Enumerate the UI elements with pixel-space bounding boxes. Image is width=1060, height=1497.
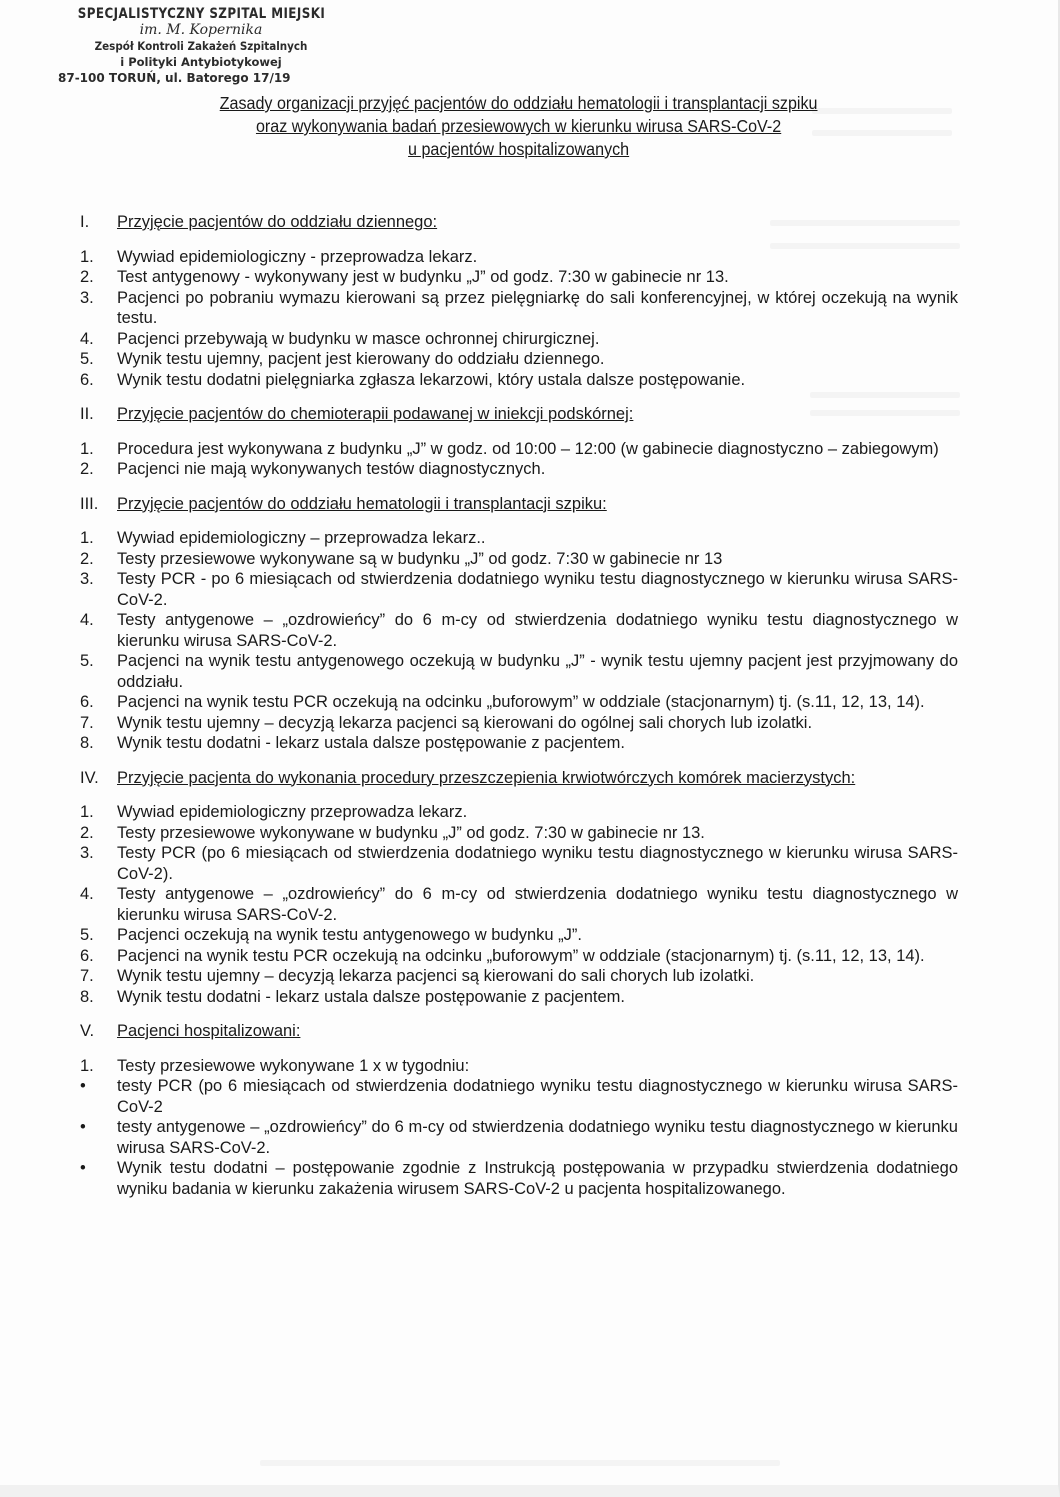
list-item xyxy=(80,692,958,713)
stamp-line: Zespół Kontroli Zakażeń Szpitalnych xyxy=(94,39,308,53)
list-item xyxy=(80,1056,958,1077)
item-text: Pacjenci na wynik testu antygenowego oczekują w budynku „J” - wynik testu ujemny pacjent jest przyjmowany do oddziału. xyxy=(117,652,958,691)
section-number: III. xyxy=(80,494,99,513)
list-item xyxy=(80,884,958,925)
item-text: Procedura jest wykonywana z budynku „J” w godz. od 10:00 – 12:00 (w gabinecie diagnostyczno – zabiegowym) xyxy=(117,439,939,458)
section-heading xyxy=(80,404,958,425)
section xyxy=(80,768,958,1008)
item-number: 3. xyxy=(80,570,94,588)
item-text: Wynik testu ujemny – decyzją lekarza pacjenci są kierowani do sali chorych lub izolatki. xyxy=(117,967,755,985)
item-number: 8. xyxy=(80,987,94,1006)
item-number: 1. xyxy=(80,1056,94,1075)
item-number: 2. xyxy=(80,460,94,478)
hospital-stamp xyxy=(56,6,346,86)
list-item xyxy=(80,946,958,967)
item-number: 6. xyxy=(80,946,94,965)
item-text: Wywiad epidemiologiczny - przeprowadza lekarz. xyxy=(117,247,478,266)
stamp-line: 87-100 TORUŃ, ul. Batorego 17/19 xyxy=(58,71,291,85)
item-text: testy antygenowe – „ozdrowieńcy” do 6 m-cy od stwierdzenia dodatniego wyniku testu diagnostycznego w kierunku wirusa SARS-CoV-2. xyxy=(117,1118,958,1157)
item-number: 4. xyxy=(80,885,94,903)
list-item xyxy=(80,1117,958,1158)
section-title: Pacjenci hospitalizowani: xyxy=(117,1022,301,1040)
item-text: Testy antygenowe – „ozdrowieńcy” do 6 m-cy od stwierdzenia dodatniego wyniku testu diagnostycznego w kierunku wirusa SARS-CoV-2. xyxy=(117,885,958,924)
section xyxy=(80,212,958,390)
list-item xyxy=(80,987,958,1008)
item-number: 1. xyxy=(80,247,94,266)
section-number: IV. xyxy=(80,768,99,787)
item-number: 2. xyxy=(80,549,94,568)
list-item xyxy=(80,439,958,460)
list-item xyxy=(80,713,958,734)
item-text: Testy przesiewowe wykonywane są w budynku „J” od godz. 7:30 w gabinecie nr 13 xyxy=(117,549,723,568)
list-item xyxy=(80,349,958,370)
section-title: Przyjęcie pacjentów do oddziału dziennego: xyxy=(117,213,438,231)
section xyxy=(80,404,958,480)
item-number: 3. xyxy=(80,844,94,862)
item-number: 1. xyxy=(80,439,94,458)
list-item xyxy=(80,925,958,946)
list-item xyxy=(80,569,958,610)
section-heading xyxy=(80,212,958,233)
title-line: Zasady organizacji przyjęć pacjentów do oddziału hematologii i transplantacji szpiku xyxy=(219,93,818,113)
list-item xyxy=(80,823,958,844)
item-number: 5. xyxy=(80,652,94,670)
item-number: 7. xyxy=(80,713,94,732)
list-item xyxy=(80,651,958,692)
list-item xyxy=(80,843,958,884)
item-number: 2. xyxy=(80,823,94,842)
item-text: Testy antygenowe – „ozdrowieńcy” do 6 m-cy od stwierdzenia dodatniego wyniku testu diagnostycznego w kierunku wirusa SARS-CoV-2. xyxy=(117,611,958,650)
document-title xyxy=(100,92,937,161)
document-body xyxy=(80,212,958,1213)
list-item xyxy=(80,459,958,480)
list-item xyxy=(80,528,958,549)
item-number: 6. xyxy=(80,693,94,711)
item-text: Pacjenci przebywają w budynku w masce ochronnej chirurgicznej. xyxy=(117,329,600,348)
item-number: 7. xyxy=(80,967,94,985)
bullet-icon: • xyxy=(80,1077,86,1095)
item-text: Wynik testu dodatni pielęgniarka zgłasza lekarzowi, który ustala dalsze postępowanie. xyxy=(117,370,746,389)
item-text: Wynik testu ujemny – decyzją lekarza pacjenci są kierowani do ogólnej sali chorych lub izolatki. xyxy=(117,713,813,732)
list-item xyxy=(80,1158,958,1199)
section xyxy=(80,1021,958,1199)
item-number: 1. xyxy=(80,529,94,547)
item-number: 6. xyxy=(80,370,94,389)
section-heading xyxy=(80,1021,958,1042)
list-item xyxy=(80,267,958,288)
section-heading xyxy=(80,768,958,789)
list-item xyxy=(80,802,958,823)
item-text: Testy przesiewowe wykonywane w budynku „J” od godz. 7:30 w gabinecie nr 13. xyxy=(117,823,705,842)
item-text: Wynik testu dodatni - lekarz ustala dalsze postępowanie z pacjentem. xyxy=(117,734,625,752)
section-title: Przyjęcie pacjentów do chemioterapii podawanej w iniekcji podskórnej: xyxy=(117,405,634,423)
item-text: Test antygenowy - wykonywany jest w budynku „J” od godz. 7:30 w gabinecie nr 13. xyxy=(117,268,729,286)
list-item xyxy=(80,733,958,754)
stamp-line: SPECJALISTYCZNY SZPITAL MIEJSKI xyxy=(77,6,326,22)
item-number: 2. xyxy=(80,268,94,286)
item-text: Wywiad epidemiologiczny – przeprowadza lekarz.. xyxy=(117,529,486,547)
title-line: u pacjentów hospitalizowanych xyxy=(408,139,630,159)
item-number: 1. xyxy=(80,803,94,821)
item-text: Testy przesiewowe wykonywane 1 x w tygodniu: xyxy=(117,1056,470,1075)
list-item xyxy=(80,329,958,350)
item-number: 4. xyxy=(80,329,94,348)
item-number: 3. xyxy=(80,288,94,307)
item-text: Pacjenci na wynik testu PCR oczekują na odcinku „buforowym” w oddziale (stacjonarnym) tj. (s.11, 12, 13, 14). xyxy=(117,946,925,965)
item-text: Wynik testu dodatni - lekarz ustala dalsze postępowanie z pacjentem. xyxy=(117,987,625,1006)
item-text: Pacjenci oczekują na wynik testu antygenowego w budynku „J”. xyxy=(117,926,583,944)
item-number: 5. xyxy=(80,926,94,944)
item-number: 5. xyxy=(80,350,94,368)
item-number: 4. xyxy=(80,611,94,629)
stamp-line: im. M. Kopernika xyxy=(139,22,263,38)
list-item xyxy=(80,549,958,570)
item-text: Testy PCR (po 6 miesiącach od stwierdzenia dodatniego wyniku testu diagnostycznego w kierunku wirusa SARS-CoV-2). xyxy=(117,844,958,883)
item-text: testy PCR (po 6 miesiącach od stwierdzenia dodatniego wyniku testu diagnostycznego w kierunku wirusa SARS-CoV-2 xyxy=(117,1077,958,1116)
list-item xyxy=(80,370,958,391)
list-item xyxy=(80,247,958,268)
stamp-line: i Polityki Antybiotykowej xyxy=(120,55,282,69)
section-number: I. xyxy=(80,213,90,231)
bullet-icon: • xyxy=(80,1159,86,1177)
section-title: Przyjęcie pacjentów do oddziału hematologii i transplantacji szpiku: xyxy=(117,494,607,513)
section-heading xyxy=(80,494,958,515)
list-item xyxy=(80,1076,958,1117)
item-text: Wynik testu dodatni – postępowanie zgodnie z Instrukcją postępowania w przypadku stwierdzenia dodatniego wyniku badania w kierunku zakażenia wirusem SARS-CoV-2 u pacjenta hospitalizowanego. xyxy=(117,1159,958,1198)
item-text: Pacjenci po pobraniu wymazu kierowani są przez pielęgniarkę do sali konferencyjnej, w której oczekują na wynik testu. xyxy=(117,288,958,327)
item-text: Pacjenci nie mają wykonywanych testów diagnostycznych. xyxy=(117,460,546,478)
bleed-through-mark xyxy=(260,1460,780,1466)
list-item xyxy=(80,966,958,987)
list-item xyxy=(80,288,958,329)
section-number: V. xyxy=(80,1022,95,1040)
item-number: 8. xyxy=(80,734,94,752)
item-text: Pacjenci na wynik testu PCR oczekują na odcinku „buforowym” w oddziale (stacjonarnym) tj. (s.11, 12, 13, 14). xyxy=(117,693,925,711)
bullet-icon: • xyxy=(80,1118,86,1136)
list-item xyxy=(80,610,958,651)
item-text: Wynik testu ujemny, pacjent jest kierowany do oddziału dziennego. xyxy=(117,350,605,368)
section-title: Przyjęcie pacjenta do wykonania procedury przeszczepienia krwiotwórczych komórek macierzystych: xyxy=(117,768,856,787)
section xyxy=(80,494,958,754)
item-text: Wywiad epidemiologiczny przeprowadza lekarz. xyxy=(117,803,468,821)
title-line: oraz wykonywania badań przesiewowych w kierunku wirusa SARS-CoV-2 xyxy=(255,116,782,136)
item-text: Testy PCR - po 6 miesiącach od stwierdzenia dodatniego wyniku testu diagnostycznego w kierunku wirusa SARS-CoV-2. xyxy=(117,570,958,609)
section-number: II. xyxy=(80,405,94,423)
